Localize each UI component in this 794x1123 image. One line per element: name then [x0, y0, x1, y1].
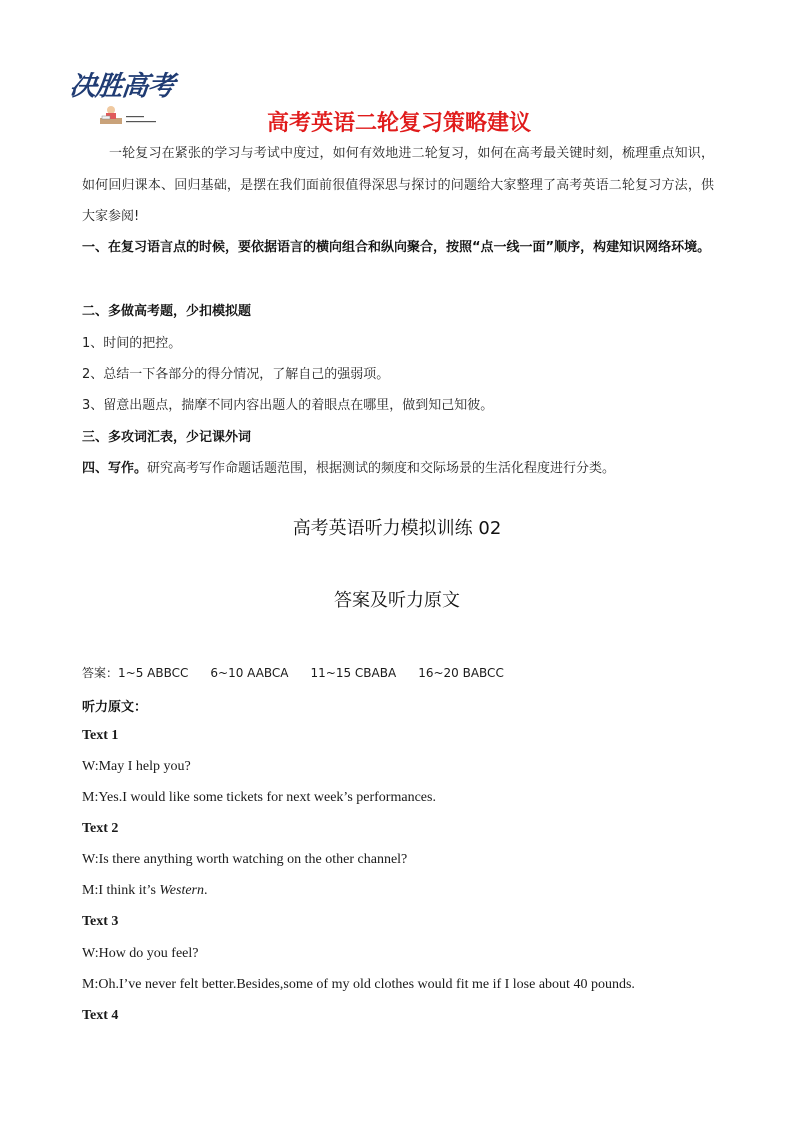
text-2-man-post: .	[204, 883, 208, 898]
section-title: 高考英语听力模拟训练 02	[292, 518, 502, 539]
point-one: 一、在复习语言点的时候，要依据语言的横向组合和纵向聚合，按照“点一线一面”顺序，构建知识网络环境。	[82, 240, 711, 255]
answer-group-2: 6~10 AABCA	[210, 666, 289, 680]
answer-group-4: 16~20 BABCC	[418, 666, 504, 680]
point-two-item-2: 2、总结一下各部分的得分情况，了解自己的强弱项。	[82, 367, 390, 382]
point-four-heading: 四、写作。	[82, 461, 148, 476]
logo-text: 决胜高考	[68, 71, 176, 102]
point-two-item-1: 1、时间的把控。	[82, 336, 182, 351]
point-two-heading: 二、多做高考题，少扣模拟题	[82, 304, 252, 319]
text-1-woman: W:May I help you?	[82, 759, 191, 774]
point-two-item-3: 3、留意出题点，揣摩不同内容出题人的着眼点在哪里，做到知己知彼。	[82, 398, 494, 413]
answer-group-3: 11~15 CBABA	[310, 666, 397, 680]
text-4-label: Text 4	[82, 1008, 119, 1023]
text-1-man: M:Yes.I would like some tickets for next week’s performances.	[82, 790, 436, 805]
text-2-man-em: Western	[159, 883, 204, 898]
intro-block	[82, 138, 714, 233]
text-1-label: Text 1	[82, 728, 119, 743]
answer-group-1: 1~5 ABBCC	[118, 666, 189, 680]
text-3-woman: W:How do you feel?	[82, 946, 199, 961]
text-2-label: Text 2	[82, 821, 119, 836]
answers-label: 答案：	[82, 666, 119, 680]
text-2-woman: W:Is there anything worth watching on the other channel?	[82, 852, 408, 867]
point-four	[82, 457, 722, 476]
section-subtitle: 答案及听力原文	[334, 590, 460, 611]
text-2-man-pre: M:I think it’s	[82, 883, 160, 898]
answers-line	[82, 664, 526, 681]
point-three-heading: 三、多攻词汇表，少记课外词	[82, 430, 252, 445]
text-2-man	[82, 883, 208, 899]
transcript-label: 听力原文：	[82, 700, 148, 715]
point-four-text: 研究高考写作命题话题范围，根据测试的频度和交际场景的生活化程度进行分类。	[147, 461, 616, 476]
intro-paragraph: 一轮复习在紧张的学习与考试中度过，如何有效地进二轮复习，如何在高考最关键时刻，梳理重点知识，如何回归课本、回归基础，是摆在我们面前很值得深思与探讨的问题给大家整理了高考英语二轮复习方法，供大家参阅!	[82, 146, 714, 224]
page-title	[0, 106, 794, 137]
text-3-man: M:Oh.I’ve never felt better.Besides,some of my old clothes would fit me if I lose about 40 pounds.	[82, 977, 635, 992]
text-3-label: Text 3	[82, 914, 119, 929]
page-title-text: 高考英语二轮复习策略建议	[266, 111, 531, 136]
